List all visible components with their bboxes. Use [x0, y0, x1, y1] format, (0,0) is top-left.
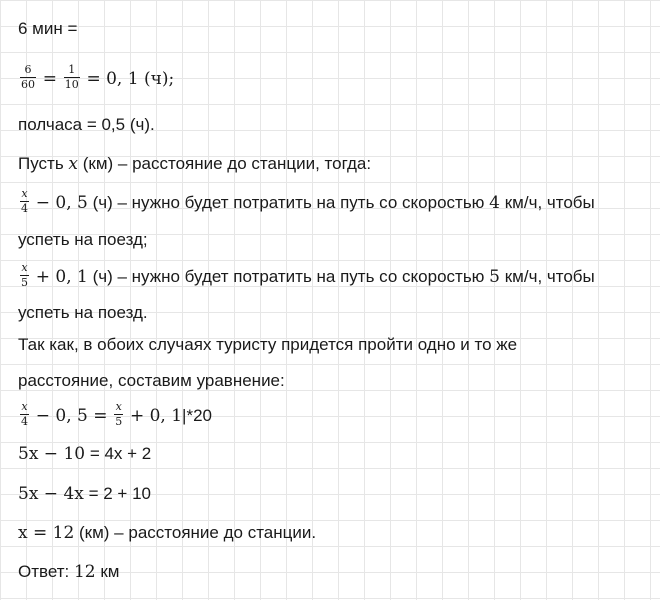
text-time-needed: (ч) – нужно будет потратить на путь со скоростью	[92, 192, 485, 212]
speed-value-5: 5	[489, 266, 500, 287]
step1-right: = 4x + 2	[89, 444, 152, 463]
answer-unit: км	[100, 562, 120, 581]
fraction-denominator: 10	[64, 78, 79, 91]
fraction-numerator: 6	[20, 64, 36, 78]
text-catch-train: успеть на поезд.	[18, 303, 148, 322]
fraction-numerator: x	[21, 261, 28, 274]
fraction-numerator: x	[21, 187, 28, 200]
line-step-2	[18, 483, 151, 505]
equation-rest: + 0, 1	[129, 405, 183, 426]
line-half-hour	[18, 114, 155, 136]
result-x-12: x = 12	[18, 523, 75, 543]
text-kmh-to: км/ч, чтобы	[504, 266, 595, 286]
fraction-6-60	[20, 64, 36, 91]
text-let: Пусть	[18, 154, 64, 173]
fraction-denominator: 60	[21, 78, 35, 91]
answer-value: 12	[73, 562, 96, 582]
line-catch-train-1	[18, 229, 148, 251]
text-half-hour: полчаса = 0,5 (ч).	[18, 115, 155, 134]
line-let-x	[18, 153, 371, 175]
text-time-needed: (ч) – нужно будет потратить на путь со скоростью	[92, 266, 485, 286]
equation-middle: − 0, 5 =	[35, 405, 108, 426]
line-result	[18, 522, 316, 544]
fraction-x-5	[114, 401, 123, 428]
speed-value-4: 4	[489, 192, 500, 213]
multiplier-20: |*20	[182, 405, 212, 425]
text-catch-train: успеть на поезд;	[18, 230, 148, 249]
fraction-numerator: x	[115, 400, 122, 413]
result-0-1-hours: = 0, 1 (ч);	[86, 68, 175, 89]
line-compose-equation	[18, 370, 285, 392]
step2-right: = 2 + 10	[88, 484, 151, 503]
equals-sign: =	[42, 68, 57, 89]
line-since	[18, 334, 517, 356]
fraction-x-4	[20, 401, 29, 428]
line-speed-5	[18, 261, 595, 291]
fraction-denominator: 4	[21, 202, 28, 215]
fraction-numerator: 1	[64, 64, 80, 78]
line-fraction-6-60	[18, 63, 175, 93]
text-kmh-to: км/ч, чтобы	[504, 192, 595, 212]
minus-0-5: − 0, 5	[35, 192, 88, 213]
text-result-distance: (км) – расстояние до станции.	[79, 523, 317, 542]
fraction-x-5	[20, 262, 29, 289]
fraction-numerator: x	[21, 400, 28, 413]
fraction-1-10	[64, 64, 80, 91]
line-catch-train-2	[18, 302, 148, 324]
text-6-min: 6 мин =	[18, 19, 78, 38]
text-compose-equation: расстояние, составим уравнение:	[18, 371, 285, 390]
fraction-denominator: 5	[21, 276, 28, 289]
text-distance-def: (км) – расстояние до станции, тогда:	[82, 154, 372, 173]
fraction-denominator: 4	[21, 415, 28, 428]
line-answer	[18, 561, 119, 583]
step2-left: 5x − 4x	[18, 484, 84, 504]
text-since: Так как, в обоих случаях туристу придется пройти одно и то же	[18, 335, 518, 354]
plus-0-1: + 0, 1	[35, 266, 88, 287]
fraction-denominator: 5	[115, 415, 123, 428]
line-equation	[18, 400, 212, 430]
step1-left: 5x − 10	[18, 444, 86, 464]
line-speed-4	[18, 187, 595, 217]
answer-label: Ответ:	[18, 562, 70, 581]
line-step-1	[18, 443, 151, 465]
fraction-x-4	[20, 188, 29, 215]
line-6-min	[18, 18, 77, 40]
variable-x: x	[68, 154, 78, 174]
